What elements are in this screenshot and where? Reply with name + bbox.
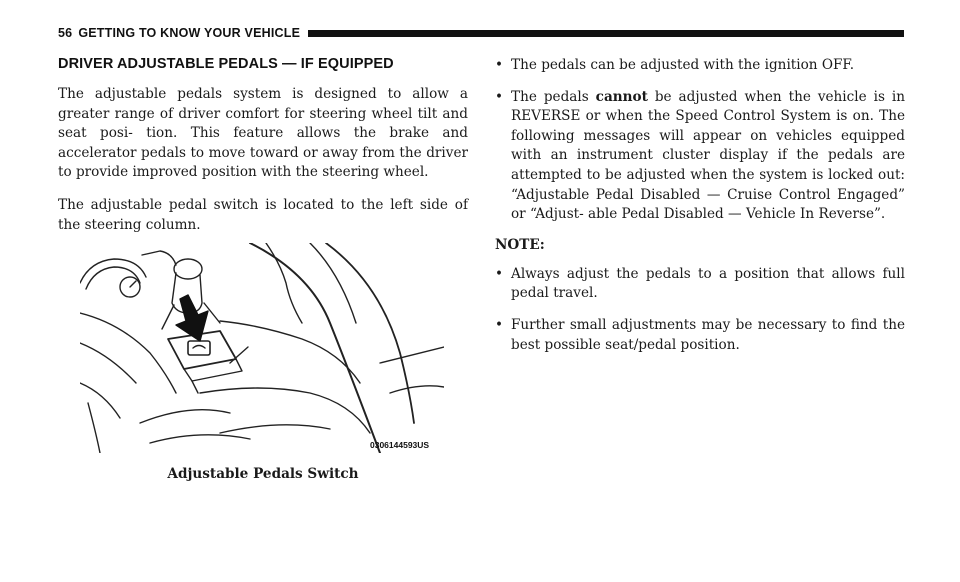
bullet-lockout-emphasis: cannot [595,88,648,105]
pedal-switch-illustration [80,243,444,453]
list-item [495,56,905,76]
header-rule [308,30,904,37]
page-number: 56 [58,26,73,40]
bullet-glyph: • [495,88,504,105]
location-paragraph: The adjustable pedal switch is located to the left side of the steering column. [58,196,468,233]
bullet-glyph: • [495,316,504,333]
note-full-travel-text: Always adjust the pedals to a position that allows full pedal travel. [511,265,905,302]
intro-paragraph: The adjustable pedals system is designed to allow a greater range of driver comfort for steering wheel tilt and seat posi- tion. This feature allows the brake and accelerator pedals to move toward or away from the driver to provide improved position with the steering wheel. [58,86,468,181]
pedal-info-list [495,56,905,225]
right-column [495,56,905,367]
figure-code: 0306144593US [370,440,430,450]
bullet-lockout-pre: The pedals [511,88,596,105]
left-column [58,56,468,248]
list-item [495,88,905,225]
bullet-lockout-post: be adjusted when the vehicle is in REVERSE or when the Speed Control System is on. The following messages will appear on vehicles equipped with an instrument cluster display if the pedals are attempted to be adjusted when the system is locked out: “Adjustable Pedal Disabled — Cruise Control Engaged” or “Adjust- able Pedal Disabled — Vehicle In Reverse”. [511,88,906,223]
note-label: NOTE: [495,236,545,253]
note-adjustment-text: Further small adjustments may be necessary to find the best possible seat/pedal position. [511,316,905,353]
bullet-glyph: • [495,265,504,282]
section-title: GETTING TO KNOW YOUR VEHICLE [78,26,301,40]
page-header [58,24,904,42]
list-item [495,316,905,355]
figure-caption: Adjustable Pedals Switch [167,466,359,482]
bullet-glyph: • [495,57,504,73]
section-heading: DRIVER ADJUSTABLE PEDALS — IF EQUIPPED [58,56,394,72]
bullet-ignition-text: The pedals can be adjusted with the ignition OFF. [511,57,855,73]
note-list [495,265,905,355]
list-item [495,265,905,304]
